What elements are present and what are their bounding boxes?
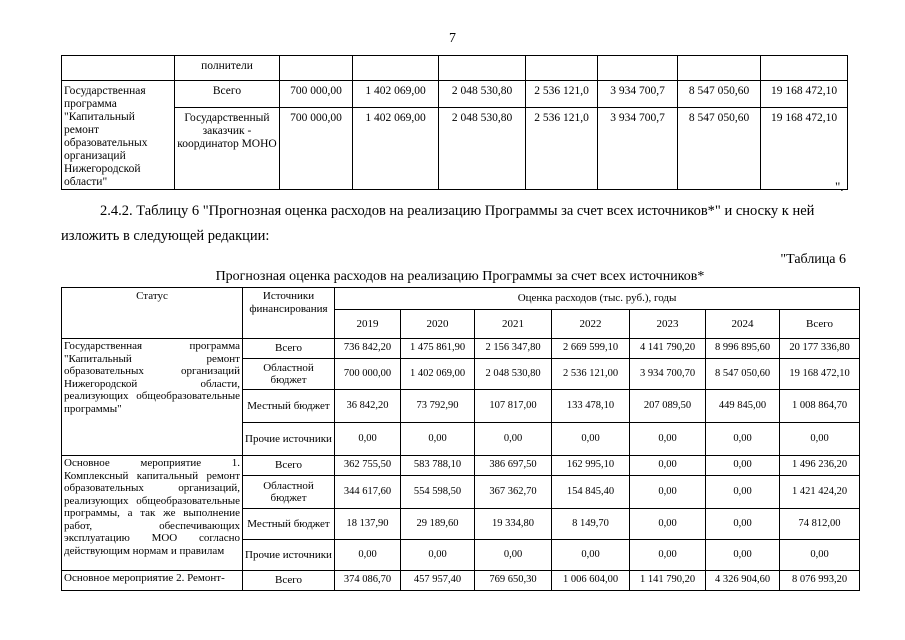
value-cell: 769 650,30 bbox=[475, 571, 552, 591]
continuation-table bbox=[61, 55, 848, 190]
value-cell: 19 168 472,10 bbox=[761, 107, 848, 189]
value-cell: 2 536 121,00 bbox=[552, 359, 630, 390]
value-cell: 457 957,40 bbox=[401, 571, 475, 591]
value-cell: 2 048 530,80 bbox=[439, 107, 526, 189]
value-cell: 3 934 700,70 bbox=[630, 359, 706, 390]
value-cell: 20 177 336,80 bbox=[780, 339, 860, 359]
header-year: 2024 bbox=[706, 310, 780, 339]
table-row bbox=[62, 81, 848, 108]
value-cell: 0,00 bbox=[630, 476, 706, 509]
value-cell: 700 000,00 bbox=[335, 359, 401, 390]
empty-cell bbox=[526, 56, 598, 81]
empty-cell bbox=[761, 56, 848, 81]
value-cell: 1 006 604,00 bbox=[552, 571, 630, 591]
source-cell: Областной бюджет bbox=[243, 476, 335, 509]
value-cell: 0,00 bbox=[630, 509, 706, 540]
table-row bbox=[62, 339, 860, 359]
value-cell: 0,00 bbox=[401, 423, 475, 456]
header-year: 2019 bbox=[335, 310, 401, 339]
value-cell: 133 478,10 bbox=[552, 390, 630, 423]
value-cell: 374 086,70 bbox=[335, 571, 401, 591]
value-cell: 0,00 bbox=[630, 456, 706, 476]
source-cell: Прочие источники bbox=[243, 540, 335, 571]
empty-cell bbox=[353, 56, 439, 81]
value-cell: 8 149,70 bbox=[552, 509, 630, 540]
source-cell: Всего bbox=[243, 571, 335, 591]
value-cell: 36 842,20 bbox=[335, 390, 401, 423]
page-number: 7 bbox=[449, 31, 456, 46]
value-cell: 449 845,00 bbox=[706, 390, 780, 423]
value-cell: 18 137,90 bbox=[335, 509, 401, 540]
empty-cell bbox=[280, 56, 353, 81]
table-row bbox=[62, 571, 860, 591]
value-cell: 1 008 864,70 bbox=[780, 390, 860, 423]
value-cell: 362 755,50 bbox=[335, 456, 401, 476]
value-cell: 29 189,60 bbox=[401, 509, 475, 540]
header-year: 2021 bbox=[475, 310, 552, 339]
value-cell: 1 496 236,20 bbox=[780, 456, 860, 476]
value-cell: 0,00 bbox=[401, 540, 475, 571]
header-cell-performers: полнители bbox=[175, 56, 280, 81]
empty-cell bbox=[678, 56, 761, 81]
value-cell: 19 168 472,10 bbox=[761, 81, 848, 108]
value-cell: 3 934 700,7 bbox=[598, 81, 678, 108]
value-cell: 0,00 bbox=[706, 456, 780, 476]
table-title: Прогнозная оценка расходов на реализацию Программы за счет всех источников* bbox=[215, 269, 705, 284]
status-cell: Основное мероприятие 1. Комплексный капитальный ремонт образовательных организаций, реализующих общеобразовательные программы, а так же выполнение работ, обеспечивающих эксплуатацию МОО согласно действующим нормам и правилам bbox=[62, 456, 243, 571]
source-cell: Всего bbox=[175, 81, 280, 108]
value-cell: 4 141 790,20 bbox=[630, 339, 706, 359]
table-label: "Таблица 6 bbox=[780, 252, 846, 267]
source-cell: Прочие источники bbox=[243, 423, 335, 456]
table-row bbox=[62, 456, 860, 476]
value-cell: 1 475 861,90 bbox=[401, 339, 475, 359]
status-cell: Основное мероприятие 2. Ремонт- bbox=[62, 571, 243, 591]
source-cell: Местный бюджет bbox=[243, 509, 335, 540]
value-cell: 367 362,70 bbox=[475, 476, 552, 509]
value-cell: 73 792,90 bbox=[401, 390, 475, 423]
value-cell: 2 048 530,80 bbox=[475, 359, 552, 390]
value-cell: 207 089,50 bbox=[630, 390, 706, 423]
value-cell: 3 934 700,7 bbox=[598, 107, 678, 189]
value-cell: 0,00 bbox=[706, 476, 780, 509]
source-cell: Областной бюджет bbox=[243, 359, 335, 390]
value-cell: 700 000,00 bbox=[280, 107, 353, 189]
value-cell: 583 788,10 bbox=[401, 456, 475, 476]
value-cell: 554 598,50 bbox=[401, 476, 475, 509]
header-year: 2022 bbox=[552, 310, 630, 339]
value-cell: 2 536 121,0 bbox=[526, 81, 598, 108]
header-row bbox=[62, 288, 860, 310]
source-cell: Всего bbox=[243, 339, 335, 359]
source-cell: Государственный заказчик - координатор МОНО bbox=[175, 107, 280, 189]
value-cell: 0,00 bbox=[780, 423, 860, 456]
value-cell: 2 669 599,10 bbox=[552, 339, 630, 359]
header-status: Статус bbox=[62, 288, 243, 339]
value-cell: 1 141 790,20 bbox=[630, 571, 706, 591]
header-estimate: Оценка расходов (тыс. руб.), годы bbox=[335, 288, 860, 310]
value-cell: 1 402 069,00 bbox=[353, 107, 439, 189]
source-cell: Всего bbox=[243, 456, 335, 476]
header-year-total: Всего bbox=[780, 310, 860, 339]
value-cell: 0,00 bbox=[780, 540, 860, 571]
empty-cell bbox=[598, 56, 678, 81]
status-cell: Государственная программа "Капитальный ремонт образовательных организаций Нижегородской области" bbox=[62, 81, 175, 190]
value-cell: 8 076 993,20 bbox=[780, 571, 860, 591]
value-cell: 0,00 bbox=[475, 540, 552, 571]
value-cell: 2 048 530,80 bbox=[439, 81, 526, 108]
value-cell: 0,00 bbox=[552, 540, 630, 571]
value-cell: 162 995,10 bbox=[552, 456, 630, 476]
value-cell: 19 334,80 bbox=[475, 509, 552, 540]
header-year: 2023 bbox=[630, 310, 706, 339]
value-cell: 4 326 904,60 bbox=[706, 571, 780, 591]
source-cell: Местный бюджет bbox=[243, 390, 335, 423]
value-cell: 8 547 050,60 bbox=[678, 81, 761, 108]
value-cell: 19 168 472,10 bbox=[780, 359, 860, 390]
header-sources: Источники финансирования bbox=[243, 288, 335, 339]
value-cell: 0,00 bbox=[475, 423, 552, 456]
value-cell: 8 996 895,60 bbox=[706, 339, 780, 359]
value-cell: 8 547 050,60 bbox=[678, 107, 761, 189]
value-cell: 386 697,50 bbox=[475, 456, 552, 476]
value-cell: 0,00 bbox=[706, 423, 780, 456]
value-cell: 154 845,40 bbox=[552, 476, 630, 509]
value-cell: 1 402 069,00 bbox=[401, 359, 475, 390]
empty-cell bbox=[62, 56, 175, 81]
value-cell: 2 156 347,80 bbox=[475, 339, 552, 359]
value-cell: 1 421 424,20 bbox=[780, 476, 860, 509]
header-year: 2020 bbox=[401, 310, 475, 339]
value-cell: 0,00 bbox=[552, 423, 630, 456]
value-cell: 8 547 050,60 bbox=[706, 359, 780, 390]
value-cell: 0,00 bbox=[706, 509, 780, 540]
closing-quote: ". bbox=[835, 179, 844, 194]
value-cell: 344 617,60 bbox=[335, 476, 401, 509]
value-cell: 1 402 069,00 bbox=[353, 81, 439, 108]
expense-table bbox=[61, 287, 860, 591]
status-cell: Государственная программа "Капитальный ремонт образовательных организаций Нижегородской области, реализующих общеобразовательные программы" bbox=[62, 339, 243, 456]
value-cell: 0,00 bbox=[335, 540, 401, 571]
value-cell: 0,00 bbox=[630, 540, 706, 571]
table-row bbox=[62, 107, 848, 189]
value-cell: 736 842,20 bbox=[335, 339, 401, 359]
value-cell: 107 817,00 bbox=[475, 390, 552, 423]
empty-cell bbox=[439, 56, 526, 81]
value-cell: 0,00 bbox=[630, 423, 706, 456]
value-cell: 0,00 bbox=[335, 423, 401, 456]
paragraph-line: изложить в следующей редакции: bbox=[61, 228, 270, 244]
value-cell: 74 812,00 bbox=[780, 509, 860, 540]
paragraph-line: 2.4.2. Таблицу 6 "Прогнозная оценка расходов на реализацию Программы за счет всех источников*" и сноску к ней bbox=[100, 203, 815, 219]
value-cell: 0,00 bbox=[706, 540, 780, 571]
value-cell: 700 000,00 bbox=[280, 81, 353, 108]
value-cell: 2 536 121,0 bbox=[526, 107, 598, 189]
